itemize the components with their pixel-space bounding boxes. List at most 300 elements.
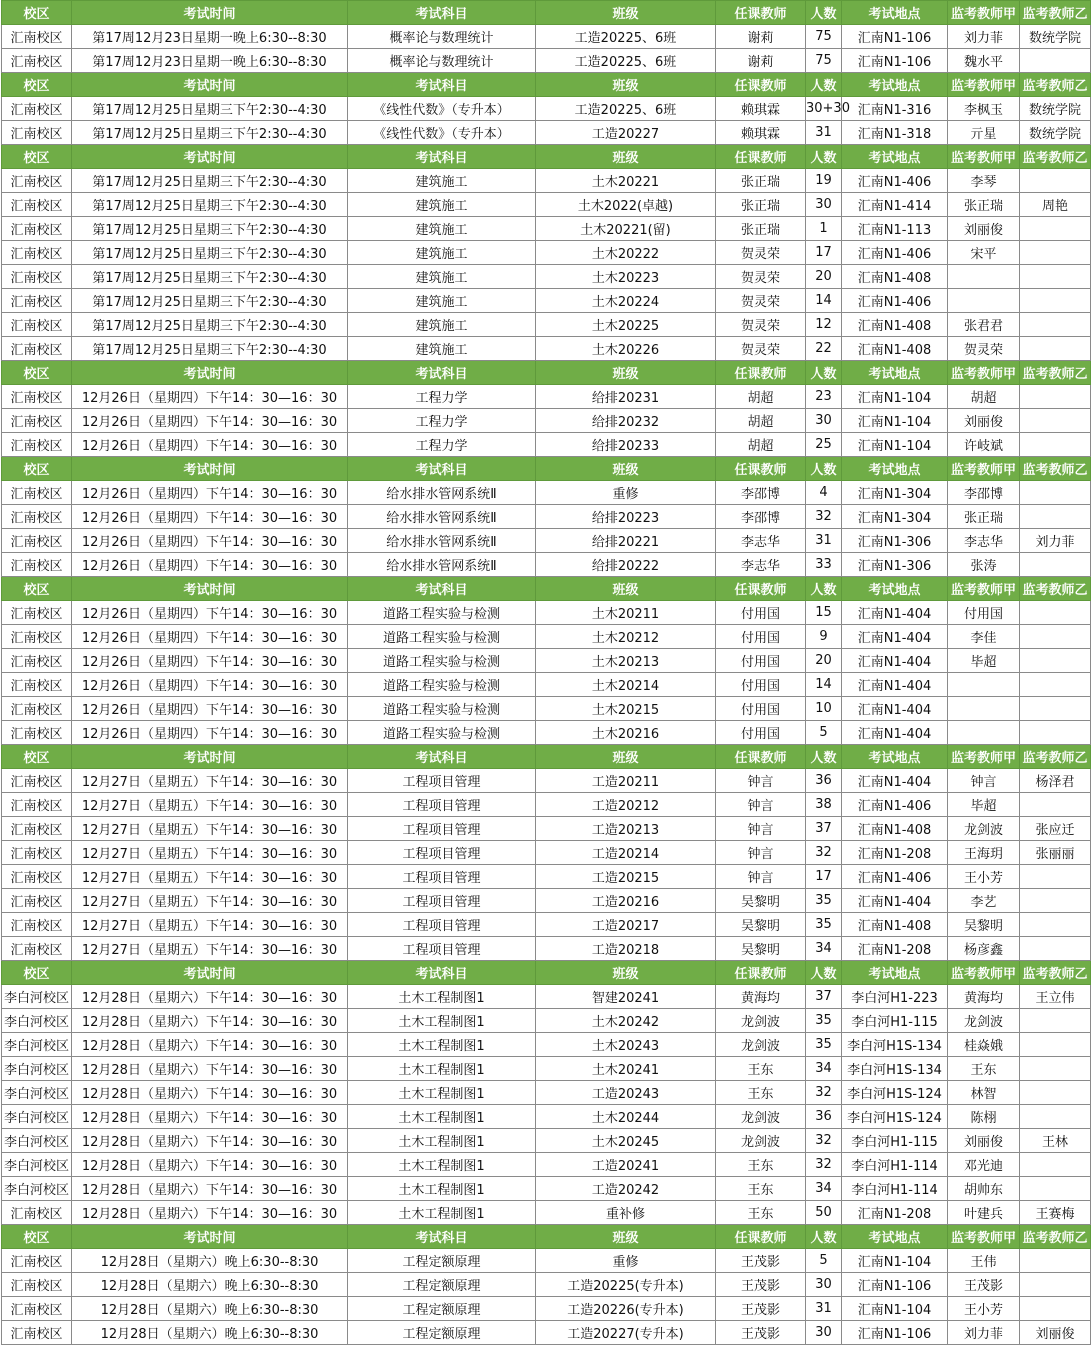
cell-count: 20	[806, 265, 842, 289]
cell-exam-time: 12月27日（星期五）下午14：30—16：30	[72, 913, 348, 937]
header-cell-location: 考试地点	[842, 577, 948, 601]
cell-exam-time: 12月28日（星期六）下午14：30—16：30	[72, 1153, 348, 1177]
cell-campus: 汇南校区	[2, 1321, 72, 1345]
cell-count: 5	[806, 1249, 842, 1273]
cell-teacher: 胡超	[716, 409, 806, 433]
header-cell-exam-time: 考试时间	[72, 961, 348, 985]
cell-proctor-a: 钟言	[948, 769, 1020, 793]
cell-location: 李白河H1S-124	[842, 1081, 948, 1105]
cell-teacher: 李邵博	[716, 481, 806, 505]
cell-proctor-b: 周艳	[1020, 193, 1091, 217]
cell-proctor-b	[1020, 1273, 1091, 1297]
cell-subject: 工程项目管理	[348, 841, 536, 865]
cell-count: 4	[806, 481, 842, 505]
cell-location: 李白河H1-223	[842, 985, 948, 1009]
header-cell-class: 班级	[536, 1, 716, 25]
cell-teacher: 张正瑞	[716, 169, 806, 193]
cell-proctor-b	[1020, 49, 1091, 73]
cell-campus: 汇南校区	[2, 121, 72, 145]
cell-location: 汇南N1-404	[842, 889, 948, 913]
cell-proctor-b	[1020, 481, 1091, 505]
cell-teacher: 贺灵荣	[716, 289, 806, 313]
cell-class: 给排20221	[536, 529, 716, 553]
cell-exam-time: 12月26日（星期四）下午14：30—16：30	[72, 673, 348, 697]
cell-proctor-b	[1020, 433, 1091, 457]
cell-exam-time: 第17周12月25日星期三下午2:30--4:30	[72, 313, 348, 337]
cell-subject: 工程力学	[348, 433, 536, 457]
cell-proctor-b	[1020, 553, 1091, 577]
cell-exam-time: 第17周12月25日星期三下午2:30--4:30	[72, 169, 348, 193]
cell-teacher: 谢莉	[716, 49, 806, 73]
cell-subject: 建筑施工	[348, 289, 536, 313]
header-row	[2, 1225, 1091, 1249]
cell-teacher: 钟言	[716, 769, 806, 793]
cell-subject: 建筑施工	[348, 265, 536, 289]
cell-teacher: 付用国	[716, 601, 806, 625]
table-row	[2, 1273, 1091, 1297]
cell-exam-time: 第17周12月23日星期一晚上6:30--8:30	[72, 49, 348, 73]
header-cell-proctor-b: 监考教师乙	[1020, 73, 1091, 97]
cell-proctor-b	[1020, 889, 1091, 913]
cell-location: 李白河H1S-134	[842, 1057, 948, 1081]
cell-proctor-b	[1020, 409, 1091, 433]
cell-proctor-b: 王林	[1020, 1129, 1091, 1153]
table-row	[2, 385, 1091, 409]
cell-proctor-b	[1020, 265, 1091, 289]
cell-class: 土木20244	[536, 1105, 716, 1129]
cell-exam-time: 12月26日（星期四）下午14：30—16：30	[72, 601, 348, 625]
header-cell-teacher: 任课教师	[716, 1, 806, 25]
cell-teacher: 王茂影	[716, 1297, 806, 1321]
table-row	[2, 601, 1091, 625]
cell-exam-time: 12月28日（星期六）下午14：30—16：30	[72, 1105, 348, 1129]
cell-proctor-a: 胡超	[948, 385, 1020, 409]
cell-count: 17	[806, 865, 842, 889]
table-row	[2, 97, 1091, 121]
cell-exam-time: 12月27日（星期五）下午14：30—16：30	[72, 937, 348, 961]
table-row	[2, 409, 1091, 433]
cell-teacher: 李志华	[716, 553, 806, 577]
cell-campus: 汇南校区	[2, 241, 72, 265]
cell-proctor-a: 毕超	[948, 793, 1020, 817]
cell-class: 土木20215	[536, 697, 716, 721]
cell-teacher: 王东	[716, 1153, 806, 1177]
table-row	[2, 1033, 1091, 1057]
table-row	[2, 985, 1091, 1009]
cell-proctor-a	[948, 697, 1020, 721]
cell-class: 土木20216	[536, 721, 716, 745]
cell-teacher: 王茂影	[716, 1249, 806, 1273]
header-cell-proctor-a: 监考教师甲	[948, 745, 1020, 769]
cell-subject: 工程定额原理	[348, 1297, 536, 1321]
cell-proctor-b	[1020, 697, 1091, 721]
cell-teacher: 付用国	[716, 673, 806, 697]
cell-subject: 给水排水管网系统Ⅱ	[348, 529, 536, 553]
header-cell-count: 人数	[806, 961, 842, 985]
cell-class: 土木2022(卓越)	[536, 193, 716, 217]
cell-proctor-a: 贺灵荣	[948, 337, 1020, 361]
cell-teacher: 谢莉	[716, 25, 806, 49]
cell-campus: 李白河校区	[2, 985, 72, 1009]
cell-proctor-a: 桂焱娥	[948, 1033, 1020, 1057]
cell-exam-time: 第17周12月25日星期三下午2:30--4:30	[72, 241, 348, 265]
cell-proctor-b	[1020, 1057, 1091, 1081]
cell-proctor-b	[1020, 1081, 1091, 1105]
header-row	[2, 577, 1091, 601]
cell-location: 汇南N1-406	[842, 865, 948, 889]
cell-exam-time: 12月26日（星期四）下午14：30—16：30	[72, 385, 348, 409]
header-cell-proctor-a: 监考教师甲	[948, 145, 1020, 169]
cell-proctor-a	[948, 265, 1020, 289]
cell-class: 智建20241	[536, 985, 716, 1009]
cell-campus: 汇南校区	[2, 49, 72, 73]
cell-class: 土木20242	[536, 1009, 716, 1033]
cell-subject: 土木工程制图1	[348, 985, 536, 1009]
cell-proctor-a: 叶建兵	[948, 1201, 1020, 1225]
cell-exam-time: 12月26日（星期四）下午14：30—16：30	[72, 697, 348, 721]
header-cell-class: 班级	[536, 361, 716, 385]
cell-count: 34	[806, 1177, 842, 1201]
table-row	[2, 1153, 1091, 1177]
cell-subject: 土木工程制图1	[348, 1033, 536, 1057]
header-cell-teacher: 任课教师	[716, 457, 806, 481]
cell-teacher: 李邵博	[716, 505, 806, 529]
cell-subject: 道路工程实验与检测	[348, 673, 536, 697]
cell-location: 汇南N1-406	[842, 169, 948, 193]
header-cell-exam-time: 考试时间	[72, 577, 348, 601]
table-row	[2, 673, 1091, 697]
cell-proctor-a	[948, 673, 1020, 697]
cell-count: 30+30	[806, 97, 842, 121]
cell-campus: 汇南校区	[2, 1249, 72, 1273]
cell-proctor-a: 李琴	[948, 169, 1020, 193]
cell-teacher: 吴黎明	[716, 937, 806, 961]
table-row	[2, 505, 1091, 529]
cell-location: 汇南N1-414	[842, 193, 948, 217]
cell-proctor-b	[1020, 217, 1091, 241]
cell-subject: 土木工程制图1	[348, 1201, 536, 1225]
cell-proctor-a	[948, 721, 1020, 745]
cell-location: 汇南N1-404	[842, 601, 948, 625]
cell-class: 给排20222	[536, 553, 716, 577]
header-row	[2, 961, 1091, 985]
cell-subject: 《线性代数》（专升本）	[348, 97, 536, 121]
cell-proctor-b	[1020, 649, 1091, 673]
header-cell-teacher: 任课教师	[716, 145, 806, 169]
header-cell-proctor-b: 监考教师乙	[1020, 577, 1091, 601]
cell-teacher: 贺灵荣	[716, 241, 806, 265]
table-row	[2, 289, 1091, 313]
cell-teacher: 龙剑波	[716, 1129, 806, 1153]
cell-teacher: 吴黎明	[716, 913, 806, 937]
cell-proctor-b: 数统学院	[1020, 97, 1091, 121]
cell-teacher: 付用国	[716, 649, 806, 673]
header-cell-class: 班级	[536, 73, 716, 97]
header-cell-proctor-a: 监考教师甲	[948, 1225, 1020, 1249]
cell-campus: 汇南校区	[2, 265, 72, 289]
header-cell-proctor-a: 监考教师甲	[948, 361, 1020, 385]
cell-exam-time: 12月28日（星期六）下午14：30—16：30	[72, 1201, 348, 1225]
cell-teacher: 胡超	[716, 385, 806, 409]
cell-proctor-b	[1020, 313, 1091, 337]
header-row	[2, 145, 1091, 169]
cell-class: 工造20225、6班	[536, 25, 716, 49]
header-cell-teacher: 任课教师	[716, 961, 806, 985]
table-row	[2, 913, 1091, 937]
cell-subject: 土木工程制图1	[348, 1081, 536, 1105]
table-row	[2, 1177, 1091, 1201]
cell-location: 汇南N1-113	[842, 217, 948, 241]
cell-proctor-a: 刘丽俊	[948, 1129, 1020, 1153]
cell-count: 22	[806, 337, 842, 361]
cell-exam-time: 12月26日（星期四）下午14：30—16：30	[72, 433, 348, 457]
table-row	[2, 481, 1091, 505]
cell-exam-time: 12月27日（星期五）下午14：30—16：30	[72, 889, 348, 913]
header-cell-count: 人数	[806, 1, 842, 25]
cell-subject: 土木工程制图1	[348, 1177, 536, 1201]
cell-location: 汇南N1-404	[842, 673, 948, 697]
cell-count: 31	[806, 529, 842, 553]
cell-location: 汇南N1-404	[842, 769, 948, 793]
cell-proctor-b	[1020, 505, 1091, 529]
header-cell-location: 考试地点	[842, 1, 948, 25]
cell-class: 工造20227(专升本)	[536, 1321, 716, 1345]
header-cell-class: 班级	[536, 961, 716, 985]
cell-campus: 汇南校区	[2, 841, 72, 865]
header-cell-proctor-b: 监考教师乙	[1020, 145, 1091, 169]
cell-count: 14	[806, 673, 842, 697]
table-row	[2, 1129, 1091, 1153]
cell-exam-time: 12月27日（星期五）下午14：30—16：30	[72, 865, 348, 889]
cell-exam-time: 12月28日（星期六）晚上6:30--8:30	[72, 1249, 348, 1273]
cell-class: 土木20225	[536, 313, 716, 337]
cell-count: 30	[806, 193, 842, 217]
table-row	[2, 1249, 1091, 1273]
table-row	[2, 169, 1091, 193]
cell-count: 31	[806, 121, 842, 145]
cell-class: 工造20243	[536, 1081, 716, 1105]
cell-teacher: 钟言	[716, 817, 806, 841]
cell-proctor-b: 王赛梅	[1020, 1201, 1091, 1225]
cell-exam-time: 12月26日（星期四）下午14：30—16：30	[72, 625, 348, 649]
cell-exam-time: 12月26日（星期四）下午14：30—16：30	[72, 481, 348, 505]
table-row	[2, 193, 1091, 217]
cell-proctor-a: 亓星	[948, 121, 1020, 145]
header-cell-teacher: 任课教师	[716, 73, 806, 97]
cell-count: 34	[806, 937, 842, 961]
cell-campus: 汇南校区	[2, 169, 72, 193]
cell-proctor-a: 王海玥	[948, 841, 1020, 865]
table-row	[2, 529, 1091, 553]
cell-teacher: 贺灵荣	[716, 265, 806, 289]
cell-count: 32	[806, 841, 842, 865]
cell-count: 25	[806, 433, 842, 457]
cell-class: 工造20215	[536, 865, 716, 889]
cell-proctor-a: 杨彦鑫	[948, 937, 1020, 961]
cell-proctor-b	[1020, 241, 1091, 265]
cell-teacher: 李志华	[716, 529, 806, 553]
header-cell-class: 班级	[536, 1225, 716, 1249]
cell-campus: 李白河校区	[2, 1153, 72, 1177]
header-cell-proctor-b: 监考教师乙	[1020, 361, 1091, 385]
cell-subject: 工程项目管理	[348, 889, 536, 913]
cell-campus: 汇南校区	[2, 529, 72, 553]
cell-subject: 土木工程制图1	[348, 1129, 536, 1153]
cell-proctor-a: 刘力菲	[948, 1321, 1020, 1345]
cell-proctor-a: 邓光迪	[948, 1153, 1020, 1177]
header-cell-proctor-b: 监考教师乙	[1020, 1225, 1091, 1249]
cell-campus: 李白河校区	[2, 1033, 72, 1057]
header-cell-class: 班级	[536, 145, 716, 169]
cell-proctor-a: 付用国	[948, 601, 1020, 625]
table-row	[2, 1297, 1091, 1321]
cell-proctor-b	[1020, 385, 1091, 409]
cell-location: 李白河H1S-124	[842, 1105, 948, 1129]
cell-location: 汇南N1-106	[842, 25, 948, 49]
cell-proctor-a: 王伟	[948, 1249, 1020, 1273]
cell-proctor-b: 张丽丽	[1020, 841, 1091, 865]
cell-teacher: 龙剑波	[716, 1105, 806, 1129]
cell-proctor-a: 王东	[948, 1057, 1020, 1081]
cell-location: 汇南N1-208	[842, 1201, 948, 1225]
header-cell-teacher: 任课教师	[716, 745, 806, 769]
cell-class: 工造20225、6班	[536, 49, 716, 73]
table-row	[2, 25, 1091, 49]
cell-proctor-b: 杨泽君	[1020, 769, 1091, 793]
cell-exam-time: 12月28日（星期六）下午14：30—16：30	[72, 1129, 348, 1153]
header-cell-proctor-b: 监考教师乙	[1020, 457, 1091, 481]
cell-count: 75	[806, 49, 842, 73]
cell-teacher: 钟言	[716, 865, 806, 889]
header-cell-count: 人数	[806, 361, 842, 385]
table-row	[2, 625, 1091, 649]
header-cell-count: 人数	[806, 145, 842, 169]
cell-location: 汇南N1-208	[842, 841, 948, 865]
cell-exam-time: 12月26日（星期四）下午14：30—16：30	[72, 409, 348, 433]
cell-proctor-a: 王小芳	[948, 1297, 1020, 1321]
cell-campus: 汇南校区	[2, 97, 72, 121]
cell-class: 工造20225、6班	[536, 97, 716, 121]
cell-count: 30	[806, 409, 842, 433]
cell-count: 37	[806, 985, 842, 1009]
cell-proctor-b	[1020, 289, 1091, 313]
cell-teacher: 王东	[716, 1201, 806, 1225]
cell-teacher: 胡超	[716, 433, 806, 457]
cell-count: 32	[806, 1129, 842, 1153]
cell-location: 汇南N1-408	[842, 313, 948, 337]
header-cell-class: 班级	[536, 745, 716, 769]
cell-location: 汇南N1-316	[842, 97, 948, 121]
header-cell-proctor-a: 监考教师甲	[948, 457, 1020, 481]
header-cell-location: 考试地点	[842, 745, 948, 769]
cell-subject: 工程项目管理	[348, 817, 536, 841]
cell-exam-time: 12月28日（星期六）下午14：30—16：30	[72, 985, 348, 1009]
table-row	[2, 1081, 1091, 1105]
cell-location: 汇南N1-104	[842, 433, 948, 457]
header-cell-exam-time: 考试时间	[72, 361, 348, 385]
cell-campus: 汇南校区	[2, 817, 72, 841]
cell-class: 土木20221(留)	[536, 217, 716, 241]
cell-proctor-b	[1020, 1009, 1091, 1033]
cell-class: 重修	[536, 1249, 716, 1273]
cell-proctor-b	[1020, 937, 1091, 961]
table-row	[2, 265, 1091, 289]
cell-teacher: 付用国	[716, 721, 806, 745]
cell-count: 9	[806, 625, 842, 649]
cell-location: 汇南N1-304	[842, 505, 948, 529]
cell-class: 工造20213	[536, 817, 716, 841]
cell-proctor-b	[1020, 601, 1091, 625]
cell-proctor-a: 黄海均	[948, 985, 1020, 1009]
cell-count: 1	[806, 217, 842, 241]
table-row	[2, 649, 1091, 673]
header-cell-campus: 校区	[2, 361, 72, 385]
cell-proctor-a: 毕超	[948, 649, 1020, 673]
cell-campus: 汇南校区	[2, 1273, 72, 1297]
header-cell-campus: 校区	[2, 145, 72, 169]
table-row	[2, 49, 1091, 73]
header-cell-subject: 考试科目	[348, 73, 536, 97]
cell-class: 工造20214	[536, 841, 716, 865]
cell-campus: 汇南校区	[2, 889, 72, 913]
cell-proctor-a: 宋平	[948, 241, 1020, 265]
cell-class: 工造20218	[536, 937, 716, 961]
cell-campus: 汇南校区	[2, 1297, 72, 1321]
cell-class: 工造20241	[536, 1153, 716, 1177]
table-row	[2, 1009, 1091, 1033]
cell-subject: 道路工程实验与检测	[348, 601, 536, 625]
cell-campus: 汇南校区	[2, 289, 72, 313]
cell-proctor-a	[948, 289, 1020, 313]
header-cell-teacher: 任课教师	[716, 361, 806, 385]
cell-subject: 工程项目管理	[348, 913, 536, 937]
cell-count: 17	[806, 241, 842, 265]
cell-class: 工造20226(专升本)	[536, 1297, 716, 1321]
header-row	[2, 457, 1091, 481]
cell-location: 汇南N1-408	[842, 265, 948, 289]
cell-teacher: 贺灵荣	[716, 337, 806, 361]
cell-proctor-a: 王茂影	[948, 1273, 1020, 1297]
cell-count: 34	[806, 1057, 842, 1081]
cell-teacher: 龙剑波	[716, 1009, 806, 1033]
cell-proctor-b: 王立伟	[1020, 985, 1091, 1009]
cell-class: 土木20221	[536, 169, 716, 193]
cell-subject: 工程力学	[348, 385, 536, 409]
cell-proctor-a: 胡帅东	[948, 1177, 1020, 1201]
cell-exam-time: 12月28日（星期六）晚上6:30--8:30	[72, 1321, 348, 1345]
cell-subject: 工程定额原理	[348, 1273, 536, 1297]
header-cell-teacher: 任课教师	[716, 1225, 806, 1249]
cell-campus: 李白河校区	[2, 1129, 72, 1153]
cell-proctor-a: 王小芳	[948, 865, 1020, 889]
cell-subject: 土木工程制图1	[348, 1105, 536, 1129]
cell-subject: 工程项目管理	[348, 937, 536, 961]
cell-subject: 建筑施工	[348, 313, 536, 337]
header-cell-count: 人数	[806, 457, 842, 481]
cell-count: 75	[806, 25, 842, 49]
cell-class: 土木20226	[536, 337, 716, 361]
cell-count: 5	[806, 721, 842, 745]
cell-subject: 《线性代数》（专升本）	[348, 121, 536, 145]
cell-teacher: 付用国	[716, 625, 806, 649]
cell-exam-time: 12月26日（星期四）下午14：30—16：30	[72, 505, 348, 529]
cell-exam-time: 12月28日（星期六）下午14：30—16：30	[72, 1057, 348, 1081]
cell-class: 土木20241	[536, 1057, 716, 1081]
cell-location: 李白河H1-114	[842, 1177, 948, 1201]
cell-subject: 土木工程制图1	[348, 1057, 536, 1081]
table-row	[2, 841, 1091, 865]
cell-proctor-a: 张涛	[948, 553, 1020, 577]
